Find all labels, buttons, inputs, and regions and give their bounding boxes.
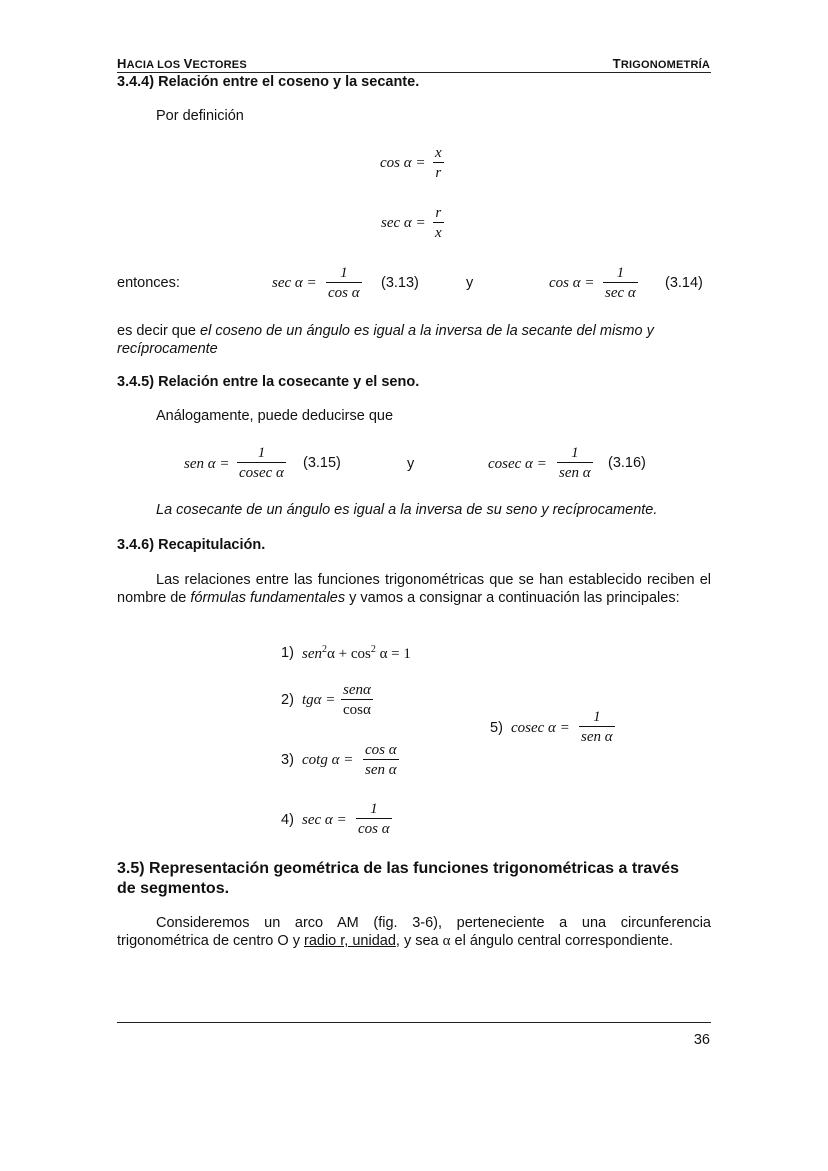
eq-cos-fraction <box>433 144 444 183</box>
formula-1-expression: $sen^2\alpha + \cos^2 \alpha = 1$ <box>302 644 411 662</box>
section-heading-3-4-4: 3.4.4) Relación entre el coseno y la secante. <box>117 74 420 90</box>
formula-2-number: 2) <box>281 692 294 708</box>
section-heading-3-4-5: 3.4.5) Relación entre la cosecante y el seno. <box>117 374 420 390</box>
eq-3-14-lhs: cos α = <box>549 275 595 291</box>
entonces-label: entonces: <box>117 275 180 291</box>
page-number: 36 <box>693 1032 710 1048</box>
recap-paragraph: Las relaciones entre las funciones trigonométricas que se han establecido reciben el nombre de fórmulas fundamentales y vamos a consignar a continuación las principales: <box>117 572 711 606</box>
formula-4-fraction: 1 cos α <box>358 801 390 837</box>
geometric-paragraph: Consideremos un arco AM (fig. 3-6), perteneciente a una circunferencia trigonométrica de centro O y radio r, unidad, y sea α el ángulo central correspondiente. <box>117 915 711 949</box>
eq-sec-num: r <box>435 205 442 221</box>
section-heading-3-5: 3.5) Representación geométrica de las funciones trigonométricas a través de segmentos. <box>117 860 679 897</box>
formula-4-number: 4) <box>281 812 294 828</box>
formula-2-fraction: senα cosα <box>343 682 371 718</box>
eq-sec-fraction <box>433 204 444 243</box>
eq-3-13-lhs: sec α = <box>272 275 317 291</box>
eq-3-13-fraction: 1 cos α <box>328 265 360 301</box>
eq-3-16-tag: (3.16) <box>608 455 646 471</box>
header-rule <box>117 72 711 73</box>
formula-3-lhs: cotg α = <box>302 752 354 768</box>
intro-text: Por definición <box>156 108 244 124</box>
eq-3-15-lhs: sen α = <box>184 456 230 472</box>
eq-3-15-fraction: 1 cosec α <box>239 445 284 481</box>
eq-3-15-tag: (3.15) <box>303 455 341 471</box>
formula-5-number: 5) <box>490 720 503 736</box>
eq-cos-num: x <box>435 145 442 161</box>
eq-cos-lhs: cos α = <box>380 155 426 171</box>
formula-5-fraction: 1 sen α <box>581 709 613 745</box>
running-header-left: HACIA LOS VECTORES <box>117 56 247 71</box>
conjunction-y: y <box>466 275 474 291</box>
eq-cos-den: r <box>435 165 442 181</box>
cosecant-statement: La cosecante de un ángulo es igual a la inversa de su seno y recíprocamente. <box>156 502 658 518</box>
section-heading-3-4-6: 3.4.6) Recapitulación. <box>117 537 266 553</box>
analog-intro: Análogamente, puede deducirse que <box>156 408 394 424</box>
eq-3-16-lhs: cosec α = <box>488 456 547 472</box>
eq-sec-lhs: sec α = <box>381 215 426 231</box>
formula-5-lhs: cosec α = <box>511 720 570 736</box>
eq-sec-den: x <box>435 225 442 241</box>
conjunction-y-2: y <box>407 456 415 472</box>
eq-3-16-fraction: 1 sen α <box>559 445 591 481</box>
eq-3-14-tag: (3.14) <box>665 275 703 291</box>
running-header-right: TRIGONOMETRÍA <box>612 56 710 71</box>
formula-4-lhs: sec α = <box>302 812 347 828</box>
formula-1-number: 1) <box>281 645 294 661</box>
formula-3-fraction: cos α sen α <box>365 742 397 778</box>
eq-3-13-tag: (3.13) <box>381 275 419 291</box>
footer-rule <box>117 1022 711 1023</box>
formula-2-lhs: tgα = <box>302 692 336 708</box>
eq-3-14-fraction: 1 sec α <box>605 265 636 301</box>
formula-3-number: 3) <box>281 752 294 768</box>
conclusion-paragraph: es decir que el coseno de un ángulo es igual a la inversa de la secante del mismo y recíprocamente <box>117 323 654 357</box>
